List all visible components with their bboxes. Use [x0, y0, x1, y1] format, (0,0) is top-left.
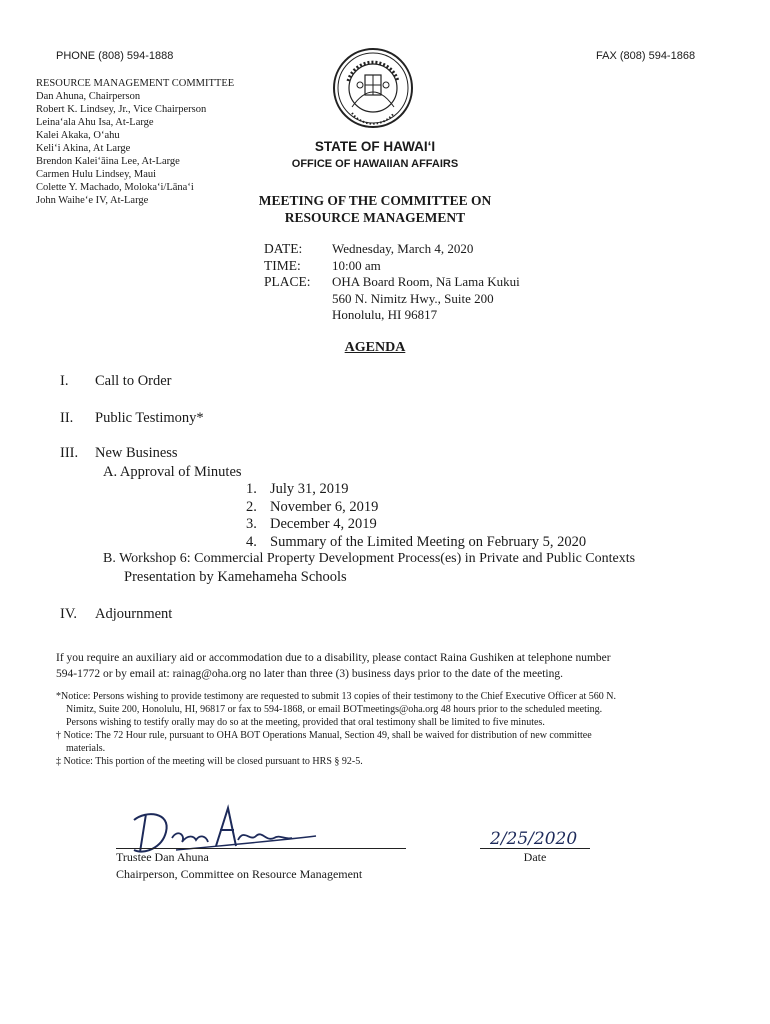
- committee-member: Keli‘i Akina, At Large: [36, 143, 131, 154]
- agenda-item-number: II.: [60, 410, 74, 426]
- place-label: PLACE:: [264, 274, 311, 289]
- minutes-date: Summary of the Limited Meeting on February 5, 2020: [270, 534, 587, 550]
- committee-member: Kalei Akaka, O‘ahu: [36, 130, 120, 141]
- date-label: DATE:: [264, 241, 303, 256]
- notices-section: [56, 690, 716, 768]
- date-line: [480, 848, 590, 849]
- time-value: 10:00 am: [332, 258, 381, 273]
- agenda-heading: AGENDA: [344, 340, 406, 355]
- state-title: STATE OF HAWAI‘I: [314, 139, 436, 154]
- place-value: OHA Board Room, Nā Lama Kukui: [332, 274, 520, 289]
- accommodation-notice: [56, 650, 716, 682]
- meeting-title-line: RESOURCE MANAGEMENT: [284, 210, 466, 225]
- signature-line: [116, 848, 406, 849]
- date-value: Wednesday, March 4, 2020: [332, 241, 474, 256]
- committee-member: John Waihe‘e IV, At-Large: [36, 195, 149, 206]
- handwritten-date: [486, 826, 586, 850]
- committee-member: Robert K. Lindsey, Jr., Vice Chairperson: [36, 104, 207, 115]
- testimony-notice: *Notice: Persons wishing to provide testimony are requested to submit 13 copies of their testimony to the Chief Executive Officer at 560 N.: [56, 691, 616, 702]
- meeting-title-line: MEETING OF THE COMMITTEE ON: [258, 193, 492, 208]
- place-address: 560 N. Nimitz Hwy., Suite 200: [332, 291, 494, 306]
- agenda-item-new-business: New Business: [95, 445, 178, 461]
- 72-hour-notice: † Notice: The 72 Hour rule, pursuant to OHA BOT Operations Manual, Section 49, shall be waived for distribution of new committee: [56, 730, 592, 741]
- minutes-date: November 6, 2019: [270, 499, 379, 515]
- agenda-item-number: I.: [60, 373, 69, 389]
- minutes-number: 1.: [246, 481, 257, 497]
- minutes-number: 2.: [246, 499, 257, 515]
- committee-member: Dan Ahuna, Chairperson: [36, 91, 141, 102]
- signer-name: Trustee Dan Ahuna: [116, 850, 209, 864]
- office-title: OFFICE OF HAWAIIAN AFFAIRS: [291, 158, 459, 170]
- minutes-number: 4.: [246, 534, 257, 550]
- agenda-item-number: III.: [60, 445, 79, 461]
- agenda-item-call-to-order: Call to Order: [95, 373, 172, 389]
- committee-member-list: [36, 77, 234, 207]
- minutes-date: December 4, 2019: [270, 516, 377, 532]
- agenda-item-public-testimony: Public Testimony*: [95, 410, 204, 426]
- committee-name: RESOURCE MANAGEMENT COMMITTEE: [36, 78, 235, 89]
- accommodation-line: If you require an auxiliary aid or accommodation due to a disability, please contact Raina Gushiken at telephone number: [56, 652, 611, 664]
- closed-session-notice: ‡ Notice: This portion of the meeting will be closed pursuant to HRS § 92-5.: [56, 756, 363, 767]
- minutes-date: July 31, 2019: [270, 481, 349, 497]
- phone-number: PHONE (808) 594-1888: [56, 50, 174, 62]
- agenda-subitem-approval-of-minutes: A. Approval of Minutes: [103, 464, 242, 480]
- testimony-notice-cont: Persons wishing to testify orally may do so at the meeting, provided that oral testimony shall be limited to five minutes.: [66, 717, 545, 728]
- svg-text:2/25/2020: 2/25/2020: [490, 829, 578, 849]
- date-label: Date: [523, 850, 547, 864]
- agenda-item-adjournment: Adjournment: [95, 606, 173, 622]
- state-seal-icon: [332, 47, 414, 129]
- testimony-notice-cont: Nimitz, Suite 200, Honolulu, HI, 96817 or fax to 594-1868, or email BOTmeetings@oha.org 48 hours prior to the scheduled meeting.: [66, 704, 603, 715]
- committee-member: Brendon Kalei‘āina Lee, At-Large: [36, 156, 180, 167]
- place-city: Honolulu, HI 96817: [332, 307, 438, 322]
- accommodation-line: 594-1772 or by email at: rainag@oha.org no later than three (3) business days prior to the date of the meeting.: [56, 668, 563, 680]
- agenda-subitem-presentation: Presentation by Kamehameha Schools: [124, 569, 347, 585]
- 72-hour-notice-cont: materials.: [66, 743, 106, 754]
- minutes-number: 3.: [246, 516, 257, 532]
- time-label: TIME:: [264, 258, 301, 273]
- agenda-subitem-workshop: B. Workshop 6: Commercial Property Development Process(es) in Private and Public Contexts: [103, 551, 636, 566]
- committee-member: Leina‘ala Ahu Isa, At-Large: [36, 117, 154, 128]
- signer-title: Chairperson, Committee on Resource Management: [116, 867, 363, 881]
- agenda-item-number: IV.: [60, 606, 78, 622]
- committee-member: Colette Y. Machado, Moloka‘i/Lāna‘i: [36, 182, 194, 193]
- committee-member: Carmen Hulu Lindsey, Maui: [36, 169, 157, 180]
- fax-number: FAX (808) 594-1868: [596, 50, 696, 62]
- meeting-title: [200, 192, 550, 226]
